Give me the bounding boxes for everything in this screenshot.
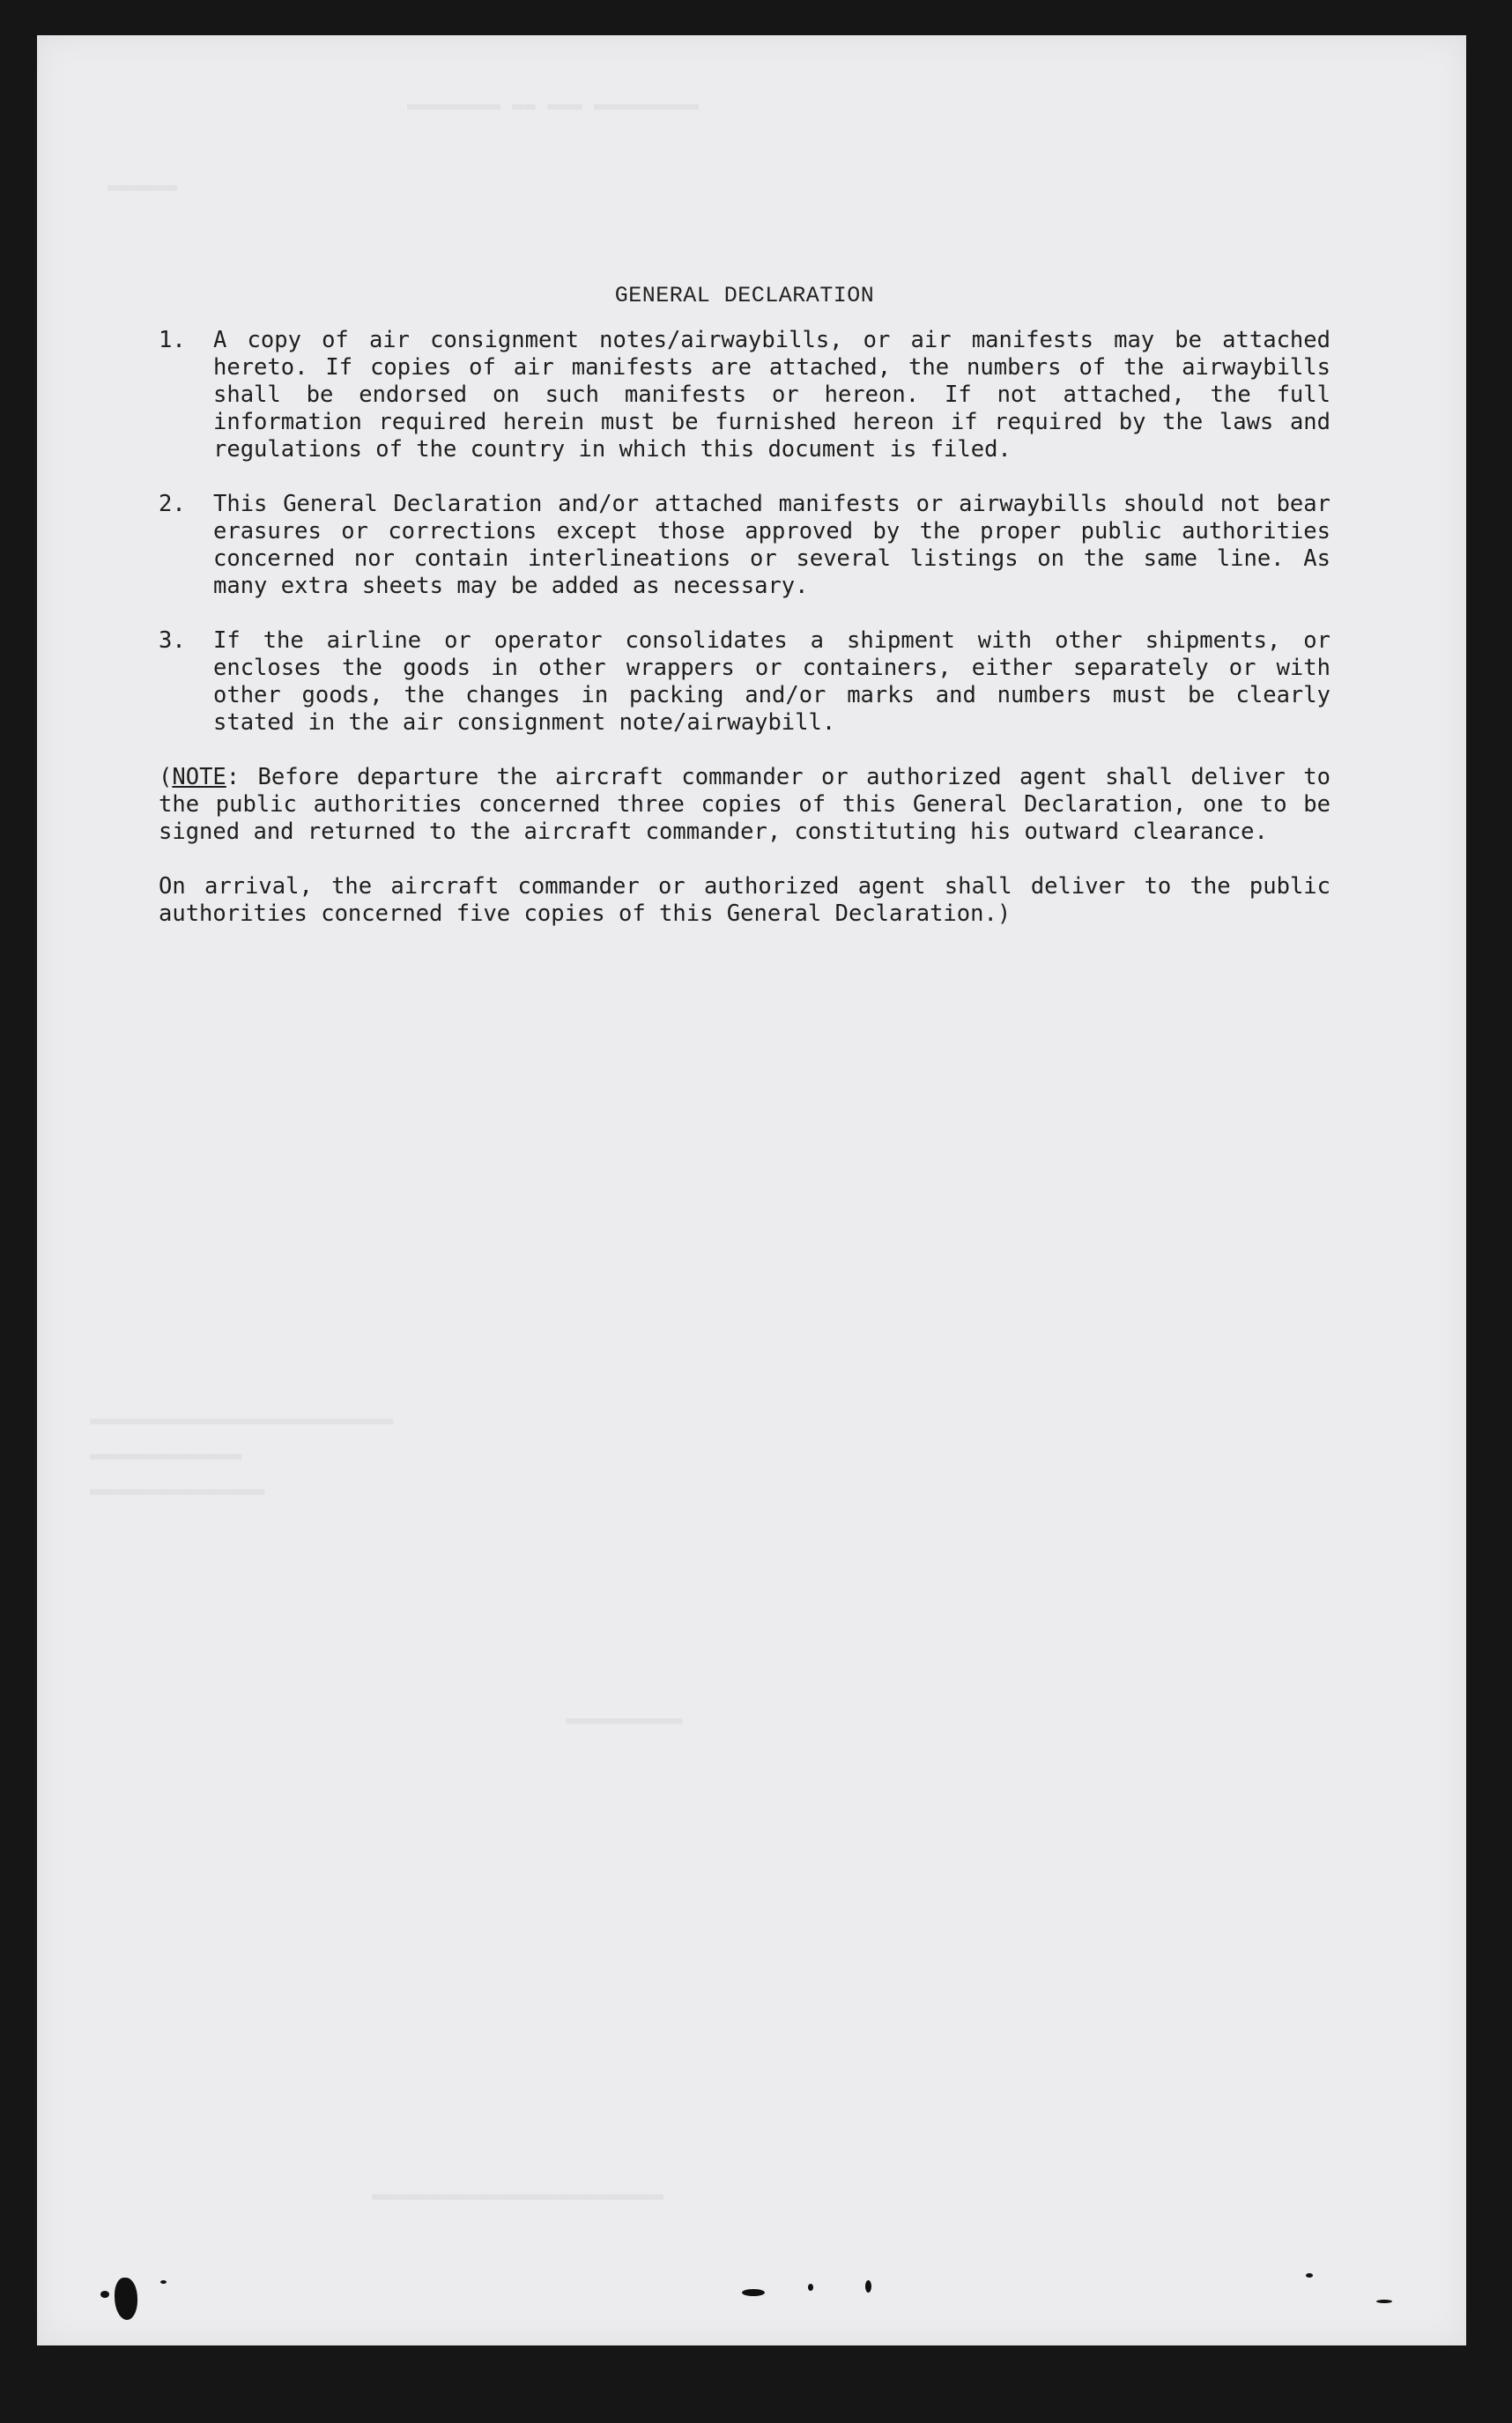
bleed-through-mark [90,1410,393,1432]
item-number: 1. [159,327,186,353]
bleed-through-mark [90,1480,265,1502]
note-label: NOTE [172,764,226,790]
note-open-paren: ( [159,764,173,790]
note-paragraph [159,764,1330,846]
scan-speck [865,2280,871,2293]
scan-speck [1376,2300,1392,2303]
item-number: 3. [159,627,186,654]
item-text: A copy of air consignment notes/airwaybills, or air manifests may be attached hereto. If copies of air manifests are attached, the numbers of the airwaybills shall be endorsed on such manifests or hereon. If not attached, the full information required herein must be furnished hereon if required by the laws and regulations of the country in which this document is filed. [213,327,1330,463]
bleed-through-mark [107,176,177,198]
scan-speck [742,2289,765,2296]
bleed-through-mark [566,1709,682,1731]
scan-speck [160,2280,167,2284]
note-text: : Before departure the aircraft commander or authorized agent shall deliver to the public authorities concerned three copies of this General Declaration, one to be signed and returned to the aircraft commander, constituting his outward clearance. [159,764,1330,845]
document-title: GENERAL DECLARATION [614,283,875,308]
bleed-through-mark [407,95,699,117]
item-number: 2. [159,491,186,517]
instruction-item [159,491,1330,600]
scan-speck [808,2284,813,2291]
item-text: This General Declaration and/or attached manifests or airwaybills should not bear erasures or corrections except those approved by the proper public authorities concerned nor contain interlineations or several listings on the same line. As many extra sheets may be added as necessary. [213,491,1330,599]
bleed-through-mark [90,1445,241,1467]
scan-speck [100,2291,109,2298]
instruction-item [159,327,1330,463]
bleed-through-mark [372,2185,663,2207]
arrival-paragraph: On arrival, the aircraft commander or authorized agent shall deliver to the public authorities concerned five copies of this General Declaration.) [159,873,1330,927]
item-text: If the airline or operator consolidates a shipment with other shipments, or encloses the goods in other wrappers or containers, either separately or with other goods, the changes in packing and/or marks and numbers must be clearly stated in the air consignment note/airwaybill. [213,627,1330,736]
scan-speck [115,2278,137,2320]
instruction-item [159,627,1330,737]
document-body [159,282,1330,928]
scan-speck [1306,2273,1313,2278]
document-page [37,35,1466,2345]
